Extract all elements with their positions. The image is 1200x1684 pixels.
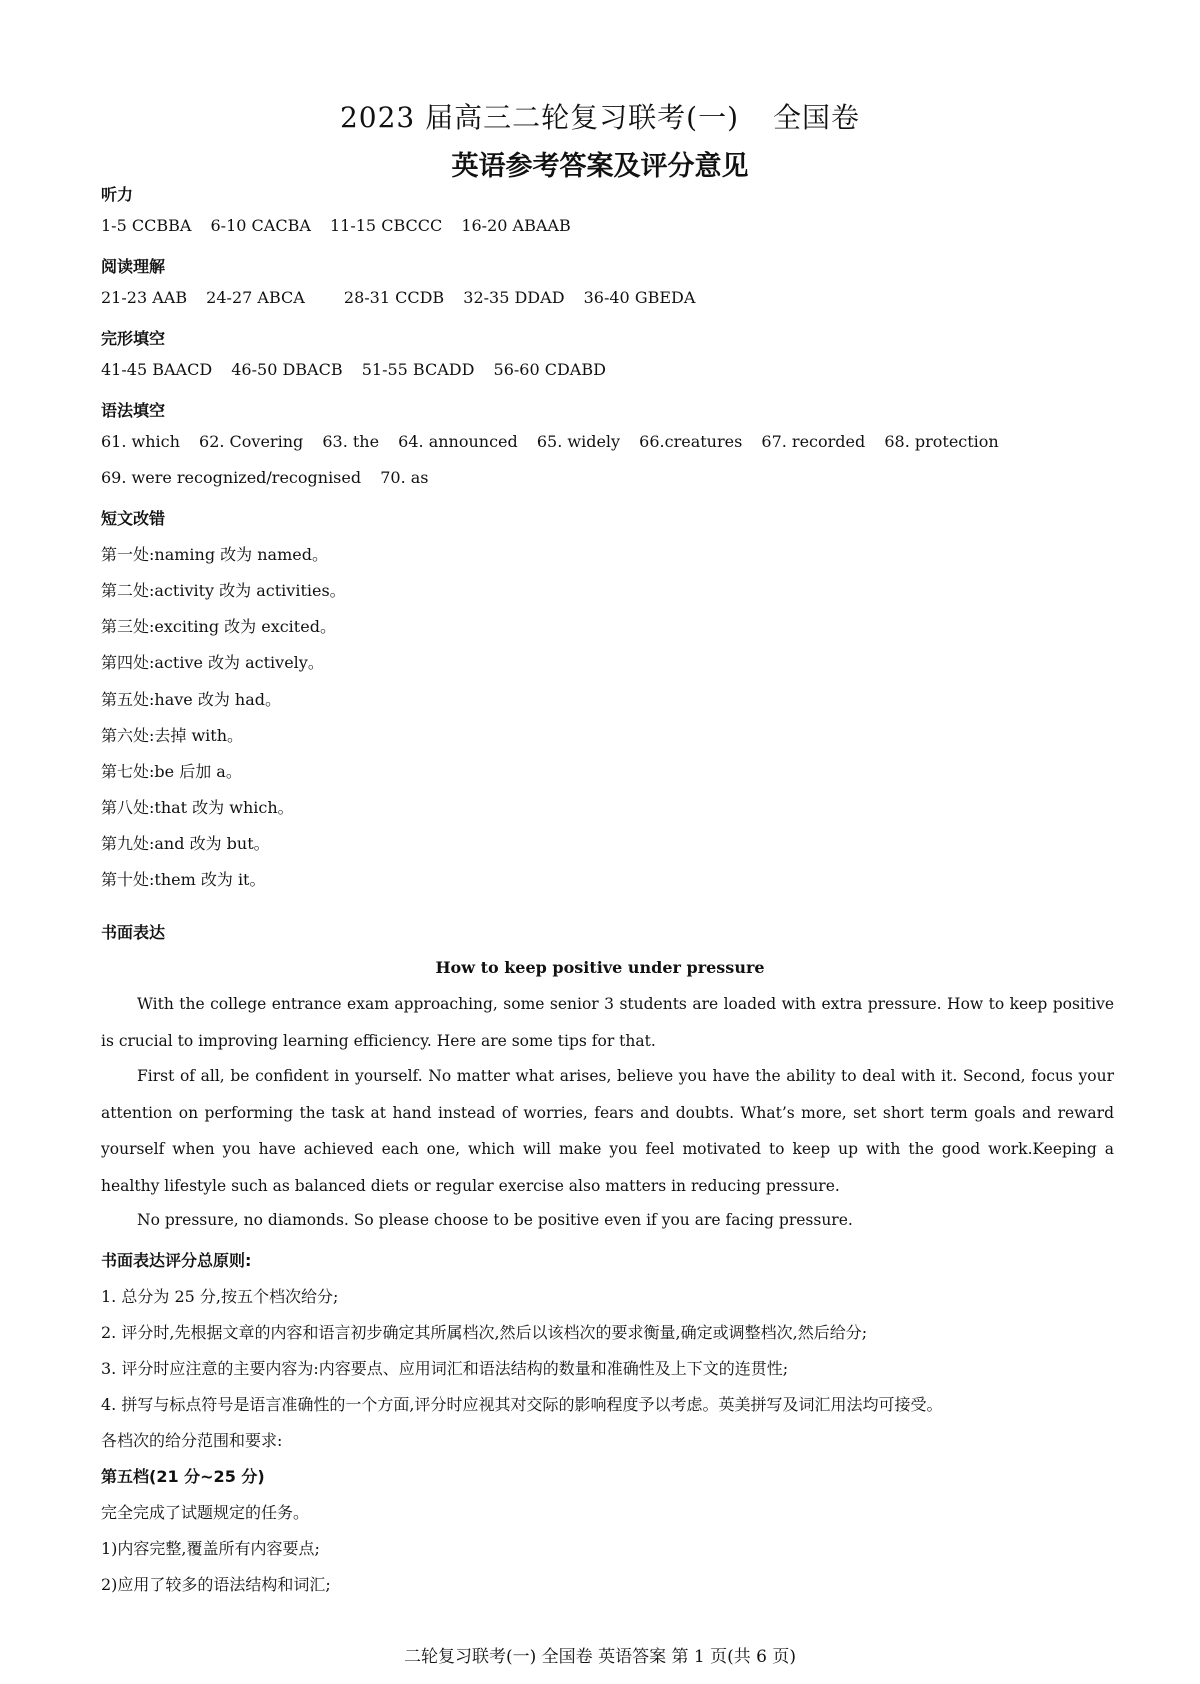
listening-answers — [101, 216, 585, 235]
page-title — [0, 96, 1200, 136]
reading-answers — [101, 288, 709, 307]
tier5-item: 2)应用了较多的语法结构和词汇; — [101, 1575, 331, 1594]
correction-item: 第七处:be 后加 a。 — [101, 762, 242, 781]
correction-item: 第四处:active 改为 actively。 — [101, 653, 324, 672]
answer-group: 11-15 CBCCC — [329, 216, 443, 235]
answer-group: 36-40 GBEDA — [583, 288, 696, 307]
answer-group: 28-31 CCDB — [343, 288, 445, 307]
correction-item: 第九处:and 改为 but。 — [101, 834, 270, 853]
tier5-heading: 第五档(21 分~25 分) — [101, 1467, 265, 1486]
scoring-rule: 3. 评分时应注意的主要内容为:内容要点、应用词汇和语法结构的数量和准确性及上下文的连贯性; — [101, 1359, 789, 1378]
correction-item: 第八处:that 改为 which。 — [101, 798, 294, 817]
page-subtitle: 英语参考答案及评分意见 — [451, 151, 749, 182]
grammar-answer: 63. the — [322, 432, 380, 451]
cloze-answers — [101, 360, 620, 379]
scoring-rule: 1. 总分为 25 分,按五个档次给分; — [101, 1287, 339, 1306]
grammar-answer: 68. protection — [884, 432, 999, 451]
ranges-intro: 各档次的给分范围和要求: — [101, 1431, 283, 1450]
grammar-answer: 62. Covering — [199, 432, 304, 451]
essay-title: How to keep positive under pressure — [435, 958, 765, 977]
page-footer: 二轮复习联考(一) 全国卷 英语答案 第 1 页(共 6 页) — [404, 1647, 796, 1667]
tier5-item: 1)内容完整,覆盖所有内容要点; — [101, 1539, 320, 1558]
title-exam-name: 2023 届高三二轮复习联考(一) — [339, 101, 739, 134]
correction-item: 第三处:exciting 改为 excited。 — [101, 617, 336, 636]
section-heading-listening: 听力 — [101, 185, 134, 204]
grammar-answer: 65. widely — [536, 432, 621, 451]
correction-item: 第五处:have 改为 had。 — [101, 690, 282, 709]
correction-item: 第六处:去掉 with。 — [101, 726, 244, 745]
grammar-answer: 66.creatures — [639, 432, 743, 451]
answer-group: 1-5 CCBBA — [101, 216, 192, 235]
answer-group: 21-23 AAB — [101, 288, 188, 307]
grammar-answers-line2 — [101, 468, 442, 487]
correction-item: 第一处:naming 改为 named。 — [101, 545, 328, 564]
essay-paragraph: No pressure, no diamonds. So please choose to be positive even if you are facing pressure. — [137, 1211, 853, 1229]
grammar-answer: 67. recorded — [761, 432, 866, 451]
section-heading-writing: 书面表达 — [101, 923, 166, 942]
answer-group: 56-60 CDABD — [493, 360, 606, 379]
section-heading-grammar: 语法填空 — [101, 401, 166, 420]
correction-item: 第十处:them 改为 it。 — [101, 870, 266, 889]
answer-group: 41-45 BAACD — [101, 360, 213, 379]
answer-group: 46-50 DBACB — [231, 360, 343, 379]
scoring-rule: 2. 评分时,先根据文章的内容和语言初步确定其所属档次,然后以该档次的要求衡量,确定或调整档次,然后给分; — [101, 1323, 868, 1342]
answer-group: 24-27 ABCA — [206, 288, 305, 307]
answer-group: 32-35 DDAD — [463, 288, 565, 307]
grammar-answer: 64. announced — [398, 432, 518, 451]
grammar-answer: 61. which — [101, 432, 180, 451]
essay-paragraph: First of all, be confident in yourself. No matter what arises, believe you have the ability to deal with it. Second, focus your attention on performing the task at hand instead of worries, fears and doubts. What’s more, set short term goals and reward yourself when you have achieved each one, which will make you feel motivated to keep up with the good work.Keeping a healthy lifestyle such as balanced diets or regular exercise also matters in reducing pressure. — [101, 1067, 1114, 1195]
grammar-answer: 70. as — [380, 468, 429, 487]
tier5-desc: 完全完成了试题规定的任务。 — [101, 1503, 310, 1522]
scoring-heading: 书面表达评分总原则: — [101, 1251, 252, 1270]
section-heading-correction: 短文改错 — [101, 509, 166, 528]
grammar-answer: 69. were recognized/recognised — [101, 468, 362, 487]
title-paper-type: 全国卷 — [773, 101, 861, 134]
essay-paragraph: With the college entrance exam approaching, some senior 3 students are loaded with extra pressure. How to keep positive is crucial to improving learning efficiency. Here are some tips for that. — [101, 995, 1114, 1050]
answer-group: 51-55 BCADD — [361, 360, 475, 379]
answer-group: 6-10 CACBA — [210, 216, 311, 235]
grammar-answers-line1 — [101, 432, 1013, 451]
scoring-rule: 4. 拼写与标点符号是语言准确性的一个方面,评分时应视其对交际的影响程度予以考虑。英美拼写及词汇用法均可接受。 — [101, 1395, 943, 1414]
section-heading-cloze: 完形填空 — [101, 329, 166, 348]
section-heading-reading: 阅读理解 — [101, 257, 166, 276]
correction-item: 第二处:activity 改为 activities。 — [101, 581, 346, 600]
answer-group: 16-20 ABAAB — [461, 216, 571, 235]
